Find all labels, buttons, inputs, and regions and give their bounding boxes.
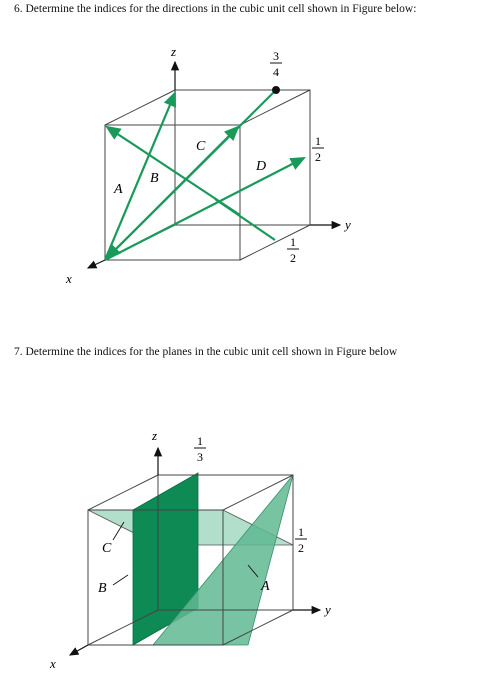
fraction-bottom-numerator: 1: [290, 235, 296, 249]
x-axis-2: [70, 645, 88, 655]
figure-planes: [0, 410, 482, 700]
axes: [88, 62, 340, 268]
plane-b-label: B: [98, 581, 107, 596]
direction-c-label: C: [196, 139, 206, 154]
direction-bottom-segment: [215, 199, 275, 240]
fraction-top-2-denominator: 3: [197, 450, 203, 464]
fraction-bottom: [287, 235, 299, 265]
fraction-bottom-denominator: 2: [290, 251, 296, 265]
fraction-right-denominator: 2: [315, 150, 321, 164]
question-7-text: Determine the indices for the planes in the cubic unit cell shown in Figure below: [25, 346, 398, 358]
direction-a-arrow: [105, 93, 175, 260]
fraction-top: [270, 49, 282, 79]
fraction-right-2: [295, 525, 307, 555]
axis-y-label-2: y: [325, 602, 331, 617]
fraction-top-2-numerator: 1: [197, 434, 203, 448]
direction-d-arrow: [105, 158, 304, 260]
direction-d-label: D: [256, 159, 267, 174]
question-6-text: Determine the indices for the directions in the cubic unit cell shown in Figure below:: [25, 3, 417, 15]
axis-z-label-2: z: [152, 428, 158, 443]
fraction-right: [312, 134, 324, 164]
fraction-top-denominator: 4: [273, 65, 279, 79]
direction-top-arrow: [107, 90, 276, 258]
axis-x-label: x: [66, 271, 72, 286]
axis-y-label: y: [345, 217, 351, 232]
fraction-right-numerator: 1: [315, 134, 321, 148]
plane-c-label: C: [102, 541, 112, 556]
fraction-right-2-numerator: 1: [298, 525, 304, 539]
question-7-number: 7.: [14, 346, 23, 358]
plane-a-label: A: [261, 579, 270, 594]
question-6-number: 6.: [14, 3, 23, 15]
x-axis: [88, 260, 105, 268]
axis-x-label-2: x: [50, 656, 56, 671]
fraction-top-2: [194, 434, 206, 464]
fraction-right-2-denominator: 2: [298, 541, 304, 555]
direction-a-label: A: [114, 182, 123, 197]
question-7: [14, 345, 397, 359]
direction-b-label: B: [150, 171, 159, 186]
fraction-top-numerator: 3: [273, 49, 279, 63]
question-6: [14, 2, 416, 16]
top-point-marker: [272, 86, 280, 94]
leader-b: [113, 575, 128, 585]
figure-directions: [0, 30, 482, 300]
axis-z-label: z: [171, 44, 177, 59]
cube-edges: [105, 90, 310, 260]
